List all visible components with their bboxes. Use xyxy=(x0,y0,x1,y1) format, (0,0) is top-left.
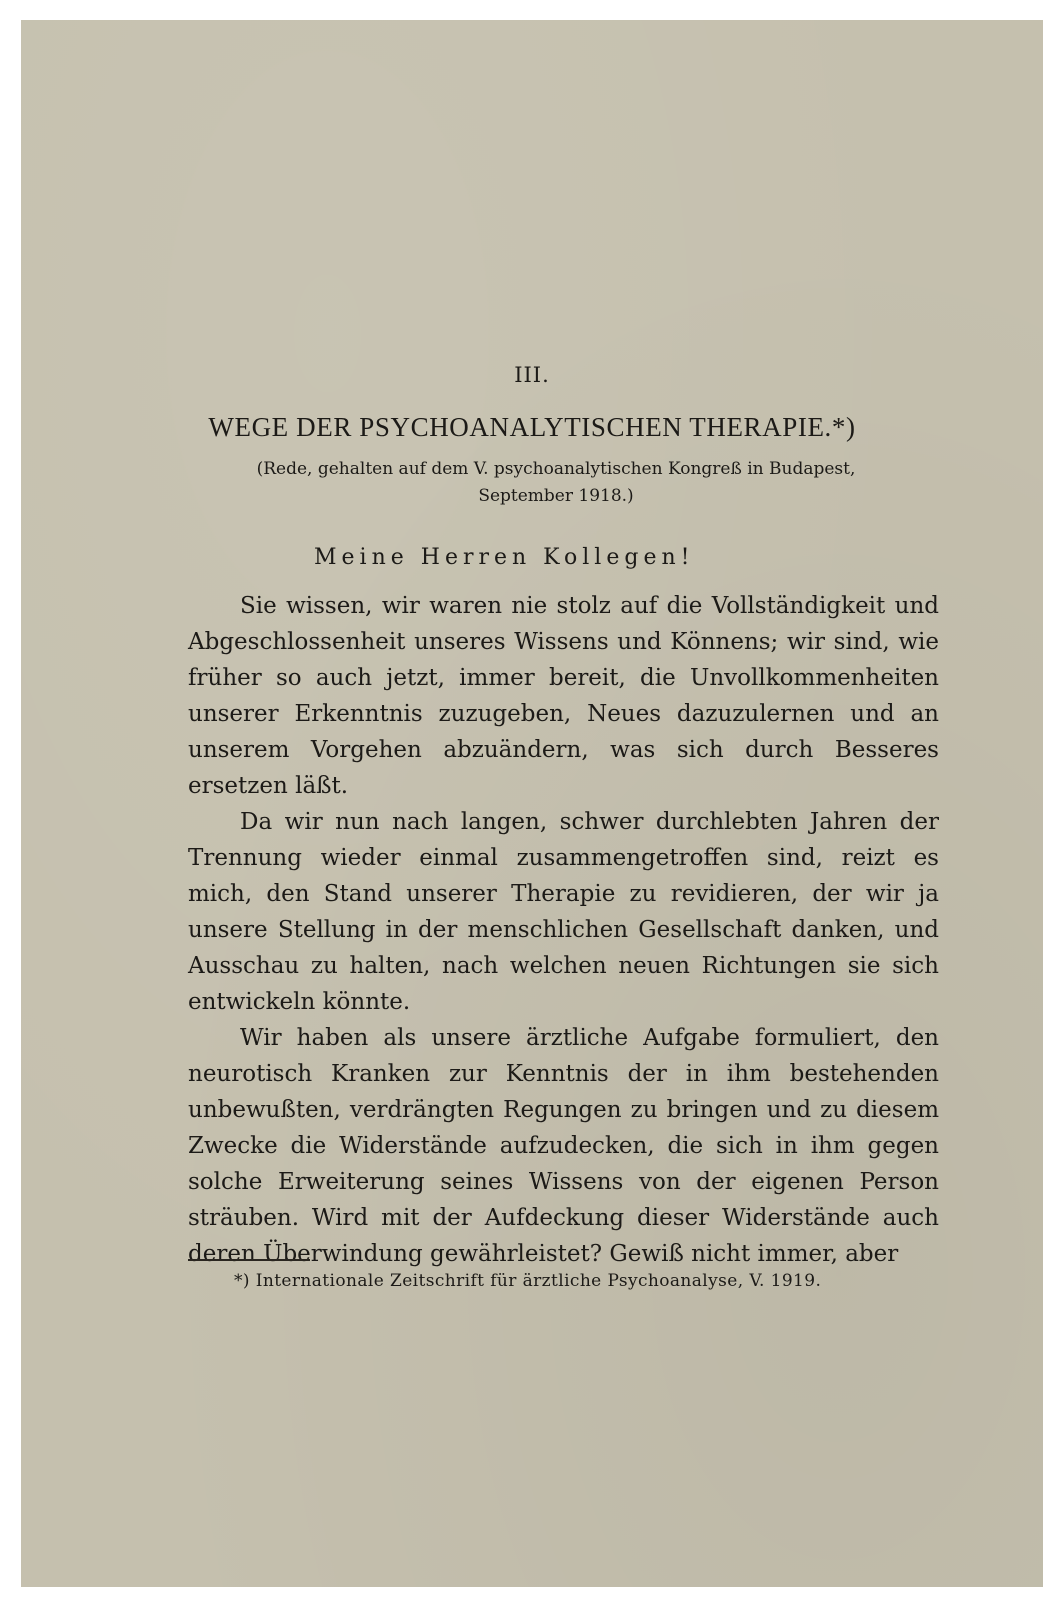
salutation: Meine Herren Kollegen! xyxy=(314,545,695,570)
footnote: *) Internationale Zeitschrift für ärztliche Psychoanalyse, V. 1919. xyxy=(234,1271,822,1291)
footnote-divider xyxy=(188,1259,310,1261)
paragraph: Wir haben als unsere ärztliche Aufgabe formuliert, den neurotisch Kranken zur Kenntnis der in ihm bestehenden unbewußten, verdrängten Regungen zu bringen und zu diesem Zwecke die Widerstände aufzudecken, die sich in ihm gegen solche Erweiterung seines Wissens von der eigenen Person sträuben. Wird mit der Aufdeckung dieser Widerstände auch deren Überwindung gewährleistet? Gewiß nicht immer, aber xyxy=(188,1025,939,1267)
paragraph: Da wir nun nach langen, schwer durchlebten Jahren der Trennung wieder einmal zusammengetroffen sind, reizt es mich, den Stand unserer Therapie zu revidieren, der wir ja unsere Stellung in der menschlichen Gesellschaft danken, und Ausschau zu halten, nach welchen neuen Richtungen sie sich entwickeln könnte. xyxy=(188,809,939,1015)
chapter-title: WEGE DER PSYCHOANALYTISCHEN THERAPIE.*) xyxy=(208,412,856,442)
book-page xyxy=(21,20,1043,1587)
paragraph: Sie wissen, wir waren nie stolz auf die Vollständigkeit und Abgeschlossenheit unseres Wissens und Könnens; wir sind, wie früher so auch jetzt, immer bereit, die Unvollkommenheiten unserer Erkenntnis zuzugeben, Neues dazuzulernen und an unserem Vorgehen abzuändern, was sich durch Besseres ersetzen läßt. xyxy=(188,593,939,799)
chapter-subtitle: (Rede, gehalten auf dem V. psychoanalytischen Kongreß in Budapest, September 1918.) xyxy=(256,459,856,506)
chapter-number: III. xyxy=(514,363,550,387)
body-text xyxy=(188,588,939,1272)
